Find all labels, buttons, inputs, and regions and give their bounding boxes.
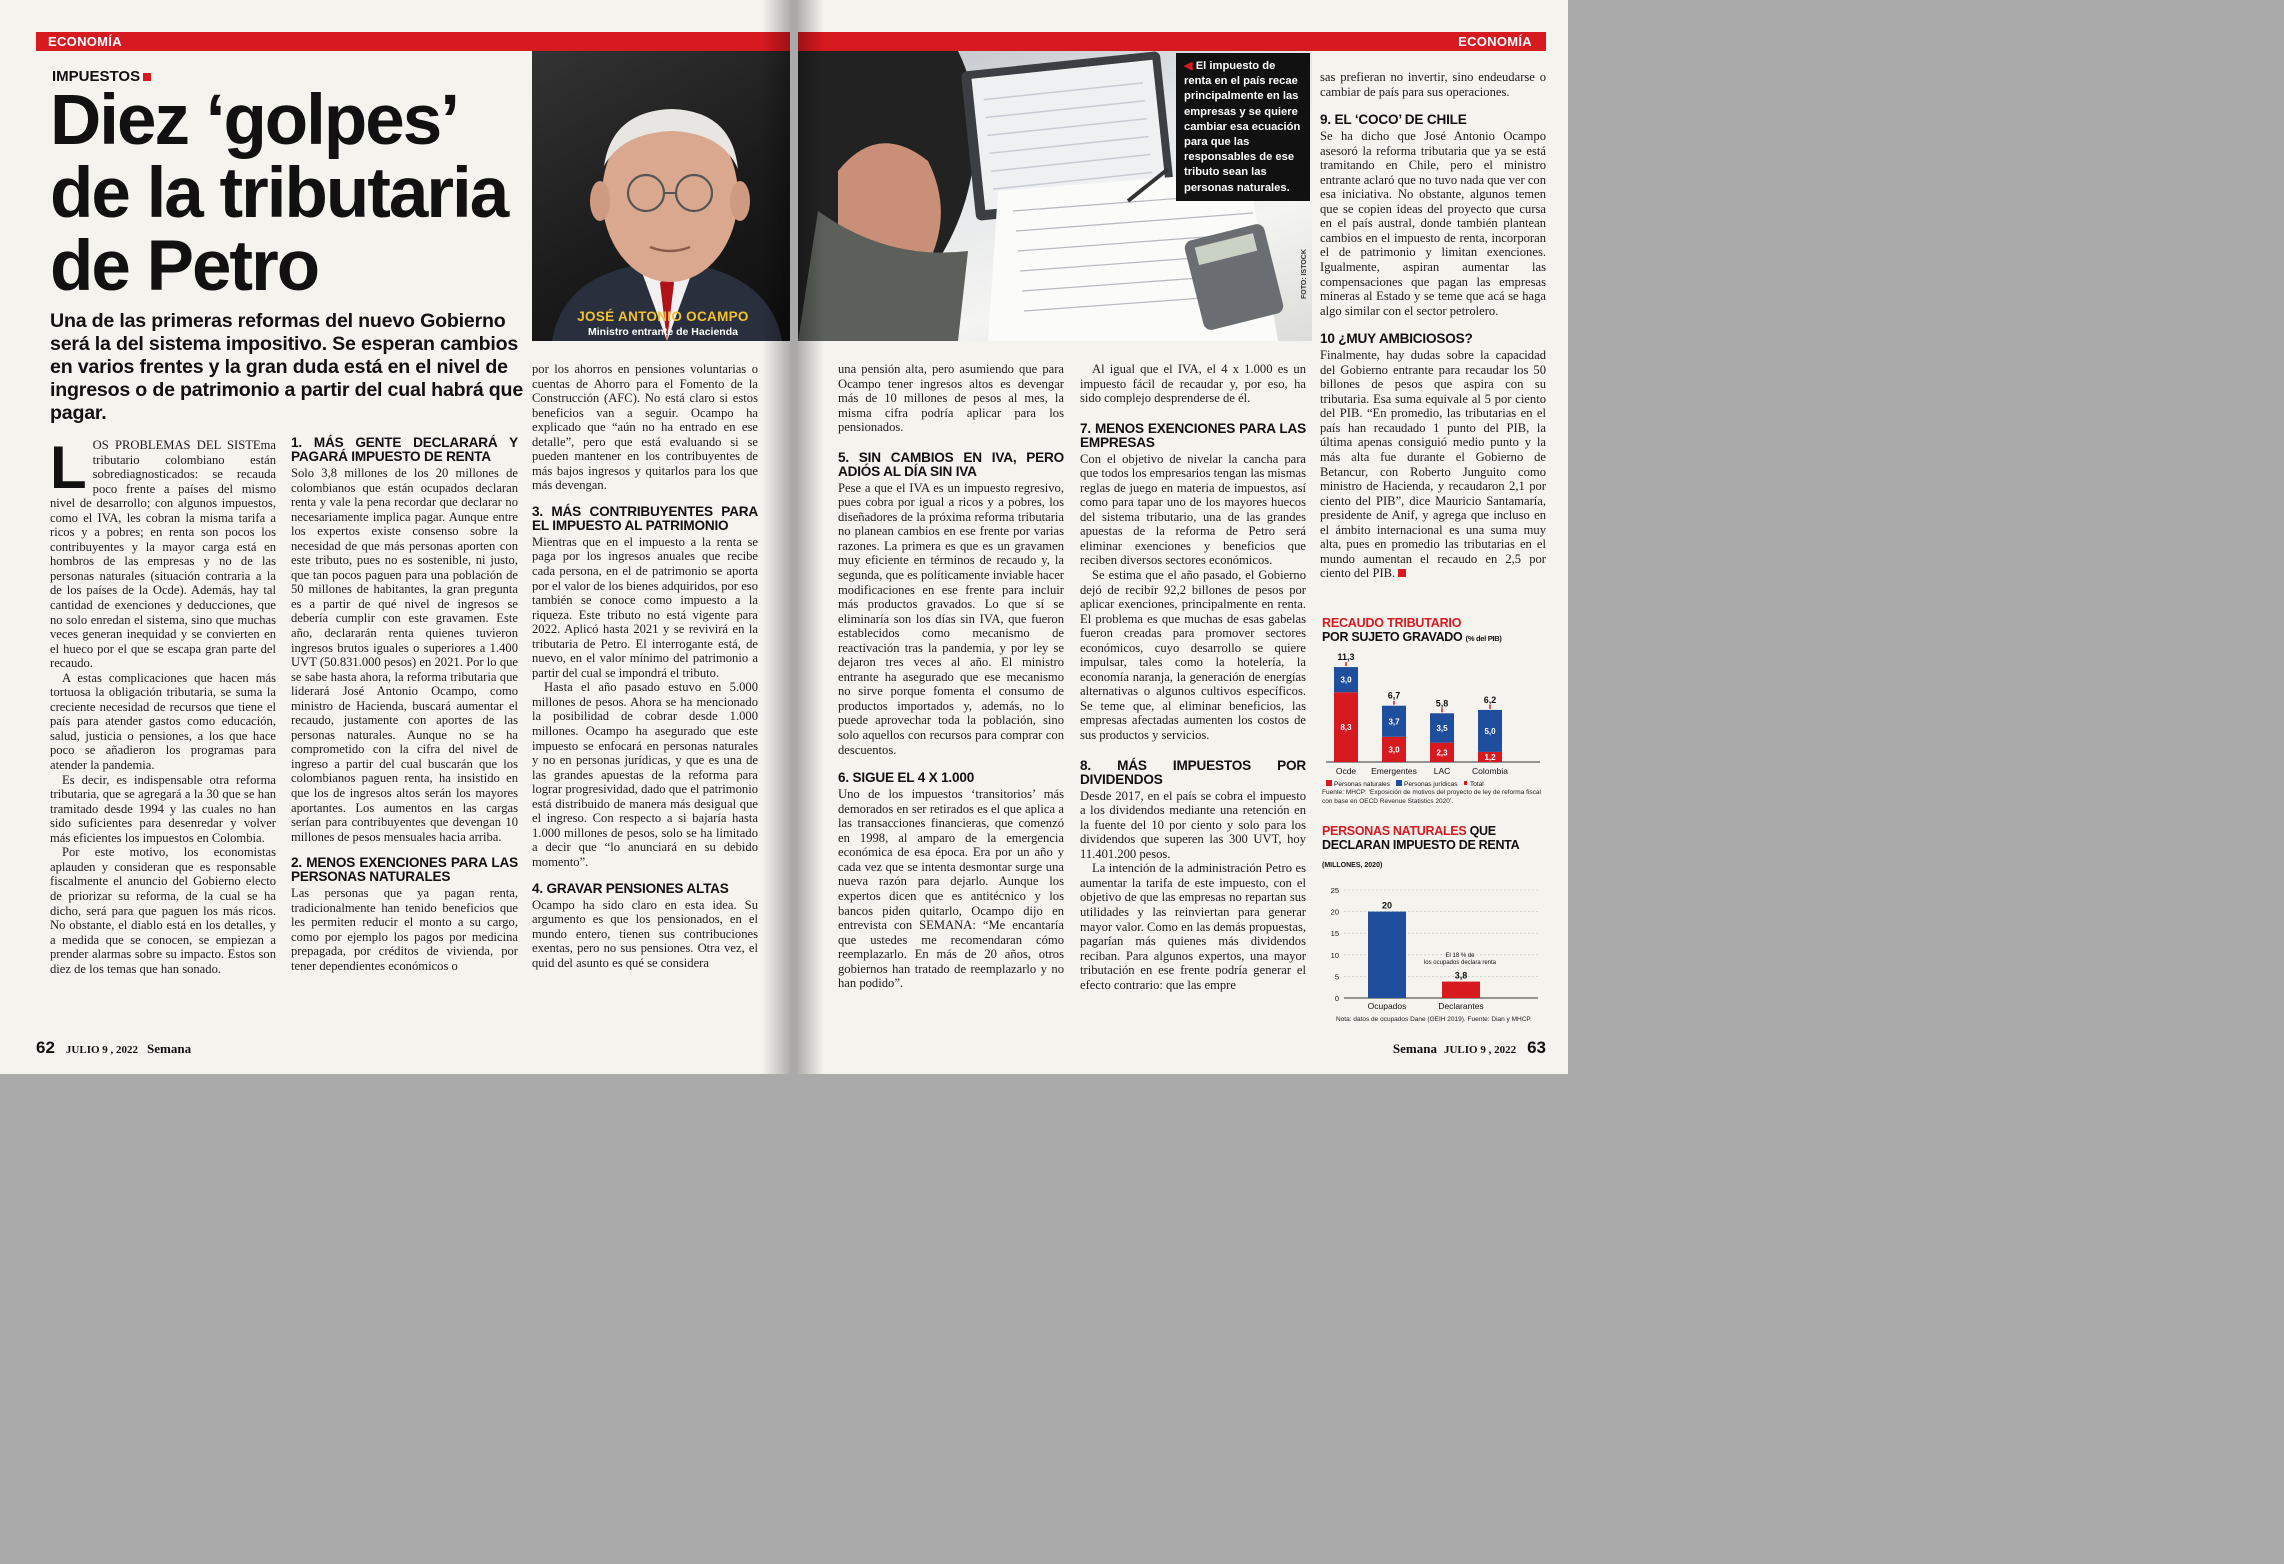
section-7-heading: 7. MENOS EXENCIONES PARA LAS EMPRESAS [1080, 420, 1306, 450]
section-9-text: Se ha dicho que José Antonio Ocampo asesoró la reforma tributaria que ya se está tramitando en Chile, pero el ministro entrante aclaró que no tuvo nada que ver con esa iniciativa. No obstante, algunos temen que se copien ideas del proyecto que cursa en el país austral, donde también plantean cambios en el impuesto de renta, incorporan el de patrimonio y limitan exenciones. Igualmente, aspiran aumentar las compensaciones que pagan las empresas mineras al Estado y se teme que acá se haga algo similar con el sector petrolero. [1320, 129, 1546, 318]
section-7-text-1: Con el objetivo de nivelar la cancha para que todos los empresarios tengan las mismas reglas de juego en materia de impuestos, así como para tapar uno de los mayores huecos del sistema tributario, una de las grandes apuestas de la reforma de Petro será eliminar exenciones y beneficios que reciben diversos sectores económicos. [1080, 451, 1306, 568]
section-3-text-1: Mientras que en el impuesto a la renta se paga por los ingresos anuales que recibe cada persona, en el de patrimonio se aporta por el valor de los bienes adquiridos, por eso también se conoce como impuesto a la riqueza. Este tributo no está vigente para 2022. Aplicó hasta 2021 y se revivirá en la tributaria de Petro. El interrogante está, de nuevo, en el valor mínimo del patrimonio a partir del cual se impondrá el tributo. [532, 534, 758, 680]
chart2-category-label: Declarantes [1438, 1001, 1484, 1011]
issue-date-right: JULIO 9 , 2022 [1443, 1044, 1517, 1056]
section-6-text-1: Uno de los impuestos ‘transitorios’ más demorados en ser retirados es el que aplica a las transacciones financieras, que comenzó en 1998, al amparo de la emergencia económica de esa época. Era por un año y cada vez que se intenta desmontar surge una nueva razón para dejarlo. Aunque los expertos dicen que es antitécnico y los bancos piden quitarlo, Ocampo dijo en entrevista con SEMANA: “Me encantaría que ustedes me recomendaran cómo reemplazarlo. En más de 20 años, otros gobiernos han tratado de reemplazarlo y no han podido”. [838, 787, 1064, 991]
page-number-right: 63 [1527, 1038, 1546, 1057]
headline-line-3: de Petro [50, 227, 319, 306]
chart2-title-black-2: DECLARAN IMPUESTO DE RENTA [1322, 838, 1520, 852]
section-1-text: Solo 3,8 millones de los 20 millones de colombianos que están ocupados declaran renta y vale la pena recordar que declarar no necesariamente implica pagar. Aunque entre los expertos existe consenso sobre la necesidad de que más personas aporten con este tributo, pues no es sostenible, ni justo, que tan pocos paguen para una población de 50 millones de habitantes, la gran pregunta es a partir de qué nivel de ingresos se debería cumplir con este gravamen. Este año, declararán renta quienes tuvieron ingresos brutos iguales o superiores a 1.400 UVT (50.831.000 pesos) en 2021. Por lo que se sabe hasta ahora, la reforma tributaria que liderará José Antonio Ocampo, como ministro de Hacienda, buscará aumentar el recaudo, justamente con aportes de las personas naturales. Aunque no se ha comprometido con la cifra del nivel de ingreso a partir del cual buscarán que los colombianos paguen renta, ha insistido en que los de ingresos altos serán los mayores aportantes. Los aumentos en las cargas serían para contribuyentes que devengan 10 millones de pesos mensuales hacia arriba. [291, 466, 518, 844]
chart2-ytick-label: 5 [1334, 972, 1339, 982]
section-3-text-2: Hasta el año pasado estuvo en 5.000 millones de pesos. Ahora se ha mencionado la posibilidad de cobrar desde 1.000 millones. Ocampo ha asegurado que este impuesto se enfocará en personas naturales y no en personas jurídicas, y que es una de las grandes apuestas de la reforma para lograr progresividad, dado que el patrimonio está distribuido de manera más desigual que el ingreso. Con respecto a si bajaría hasta 1.000 millones de pesos, solo se ha limitado a decir que “lo anunciará en su debido momento”. [532, 680, 758, 869]
section-8-text-1: Desde 2017, en el país se cobra el impuesto a los dividendos mediante una retención en la fuente del 10 por ciento y solo para los dividendos que superen las 300 UVT, hoy 11.401.200 pesos. [1080, 788, 1306, 861]
chart1-label-juridicas: 5,0 [1484, 726, 1496, 736]
section-2-text: Las personas que ya pagan renta, tradicionalmente han tenido beneficios que les permiten reducir el monto a su cargo, como por ejemplo los pagos por medicina prepagada, por créditos de vivienda, por tener dependientes económicos o [291, 886, 518, 973]
dropcap: L [50, 434, 87, 501]
end-mark-icon [1398, 569, 1406, 577]
red-square-icon [143, 73, 151, 81]
chart1-source: Fuente: MHCP: ‘Exposición de motivos del proyecto de ley de reforma fiscal con base en OECD Revenue Statistics 2020’. [1322, 789, 1541, 805]
photo-caption-text: El impuesto de renta en el país recae principalmente en las empresas y se quiere cambiar esa ecuación para que las responsables de ese tributo sean las personas naturales. [1184, 60, 1301, 194]
portrait-illustration [532, 51, 790, 341]
chart2-value-label: 3,8 [1454, 970, 1468, 981]
portrait-role: Ministro entrante de Hacienda [588, 326, 738, 338]
footer-right [1393, 1038, 1546, 1058]
tax-forms-photo [798, 51, 1312, 341]
gutter-shadow-right [798, 0, 824, 1074]
column-6 [1320, 70, 1546, 581]
intro-lead: OS PROBLEMAS DEL SISTE [92, 438, 261, 452]
chart2-ytick-label: 10 [1330, 950, 1339, 960]
chart1-label-naturales: 2,3 [1436, 748, 1448, 758]
chart2-ytick-label: 25 [1330, 886, 1339, 895]
chart1-legend-juridicas: Personas jurídicas [1404, 781, 1458, 788]
chart1-total-label: 6,7 [1387, 690, 1401, 701]
chart1-legend-total-swatch [1464, 781, 1467, 785]
chart2-ytick-label: 20 [1330, 907, 1339, 917]
chart1-total-label: 6,2 [1483, 694, 1497, 705]
chart2-ytick-label: 15 [1330, 929, 1339, 939]
section-6-text-2: Al igual que el IVA, el 4 x 1.000 es un impuesto fácil de recaudar y, por eso, ha sido complejo desprenderse de él. [1080, 362, 1306, 406]
chart1-legend-naturales: Personas naturales [1334, 781, 1391, 788]
chart2-category-label: Ocupados [1367, 1001, 1407, 1011]
footer-left [36, 1038, 191, 1058]
chart1-legend-juridicas-swatch [1396, 780, 1402, 786]
column-2 [291, 424, 518, 974]
column-3 [532, 362, 758, 970]
chart1-total-label: 5,8 [1435, 698, 1449, 709]
section-bar-left [36, 32, 790, 51]
chart1-label-naturales: 3,0 [1388, 745, 1400, 755]
chart2-svg [1322, 882, 1546, 1012]
intro-p2: A estas complicaciones que hacen más tortuosa la obligación tributaria, se suma la creciente necesidad de recursos que tiene el país para atender gastos como educación, salud, justicia o pensiones, a los que hace poco se añadieron los programas para atender la pandemia. [50, 670, 276, 773]
photo-credit: FOTO: ISTOCK [1301, 249, 1308, 299]
chart1-label-juridicas: 3,0 [1340, 675, 1352, 685]
intro-p1: ma tributario colombiano están sobrediagnosticados: se recauda poco frente a países del mismo nivel de desarrollo; con algunos impuestos, como el IVA, les cobran la misma tarifa a ricos y a pobres; en renta son pocos los contribuyentes y la mayor carga está en hombros de las empresas y no de las personas naturales (situación contraria a la de los países de la Ocde). Además, hay tal cantidad de exenciones y deducciones, que no solo enredan el sistema, sino que muchas veces generan inequidad y se convierten en el hueco por el que se escapa gran parte del recaudo. [50, 438, 276, 671]
chart1-category-label: Colombia [1472, 766, 1508, 776]
chart1-title-red: RECAUDO TRIBUTARIO [1322, 616, 1462, 630]
section-10-heading: 10 ¿MUY AMBICIOSOS? [1320, 331, 1473, 347]
chart1-category-label: Ocde [1335, 766, 1357, 776]
chart-declarantes [1322, 824, 1546, 1029]
chart2-title-red: PERSONAS NATURALES [1322, 824, 1467, 838]
page-number-left: 62 [36, 1038, 55, 1057]
section-bar-right [798, 32, 1546, 51]
section-1-heading: 1. MÁS GENTE DECLARARÁ Y PAGARÁ IMPUESTO DE RENTA [291, 435, 518, 464]
section-8-heading: 8. MÁS IMPUESTOS POR DIVIDENDOS [1080, 757, 1306, 787]
gutter-shadow-left [762, 0, 790, 1074]
photo-caption [1176, 53, 1310, 201]
section-5-text: Pese a que el IVA es un impuesto regresivo, pues cobra por igual a ricos y a pobres, los diseñadores de la próxima reforma tributaria no planean cambios en ese frente por varias razones. La primera es que es un gravamen muy eficiente en términos de recaudo y, la segunda, que es políticamente inviable hacer modificaciones en ese frente para incluir más productos gravados. Lo que sí se eliminaría son los días sin IVA, que fueron establecidos como mecanismo de reactivación tras la pandemia, y por ley se dejaron tres veces al año. El ministro entrante ha asegurado que ese mecanismo no sirve porque fomenta el consumo de productos importados y, además, no lo puede aprovechar toda la población, sino solo aquellos con recursos para comprar con descuentos. [838, 480, 1064, 757]
section-9-heading: 9. EL ‘COCO’ DE CHILE [1320, 112, 1467, 128]
chart1-label-juridicas: 3,7 [1388, 717, 1400, 727]
chart2-source: Nota: datos de ocupados Dane (GEIH 2019). Fuente: Dian y MHCP. [1336, 1016, 1532, 1023]
headline [50, 81, 540, 306]
section-10-text [1320, 348, 1546, 581]
chart2-bar [1368, 912, 1406, 998]
section-label-right: ECONOMÍA [1458, 34, 1532, 49]
brand-right: Semana [1392, 1041, 1437, 1056]
chart1-unit: (% del PIB) [1465, 634, 1502, 643]
deck: Una de las primeras reformas del nuevo Gobierno será la del sistema impositivo. Se esperan cambios en varios frentes y la gran duda está en el nivel de ingresos o de patrimonio a partir del cual habrá que pagar. [50, 310, 524, 424]
section-8-text-2: La intención de la administración Petro es aumentar la tarifa de este impuesto, con el objetivo de que las empresas no repartan sus utilidades y las reinviertan para generar mayor valor. Como en las demás propuestas, pagarían más quienes más dividendos reciban. Para algunos expertos, una mayor tributación en ese frente podría generar el efecto contrario: que las empre [1080, 861, 1306, 992]
section-3-heading: 3. MÁS CONTRIBUYENTES PARA EL IMPUESTO AL PATRIMONIO [532, 503, 758, 533]
chart2-unit: (MILLONES, 2020) [1322, 862, 1383, 869]
column-4 [838, 362, 1064, 991]
chart1-category-label: LAC [1433, 766, 1451, 776]
chart-recaudo [1322, 616, 1546, 816]
chart2-annotation-line-2: los ocupados declara renta [1423, 959, 1497, 966]
chart2-title-black-1: QUE [1469, 824, 1496, 838]
section-4-text: Ocampo ha sido claro en esta idea. Su argumento es que los pensionados, en el mundo entero, tienen sus contribuciones exentas, pero no sus pensiones. Otra vez, el quid del asunto es qué se considera [532, 897, 758, 970]
issue-date-left: JULIO 9 , 2022 [65, 1044, 139, 1056]
section-label-left: ECONOMÍA [48, 34, 122, 49]
left-page [0, 0, 790, 1074]
column-1 [50, 434, 276, 976]
chart1-label-juridicas: 3,5 [1436, 723, 1448, 733]
chart1-legend-total: Total [1470, 781, 1484, 788]
chart1-legend-naturales-swatch [1326, 780, 1332, 786]
section-4-heading: 4. GRAVAR PENSIONES ALTAS [532, 880, 729, 896]
section-6-heading: 6. SIGUE EL 4 X 1.000 [838, 770, 975, 786]
intro-p3: Es decir, es indispensable otra reforma tributaria, que se agregará a la 30 que se han tramitado desde 1994 y las cuales no han sido suficientes para desenredar y volver más eficientes los impuestos en Colombia. [50, 772, 276, 845]
section-10-text-body: Finalmente, hay dudas sobre la capacidad del Gobierno entrante para recaudar los 50 billones de pesos que aspira con su tributaria. Esa suma equivale al 5 por ciento del PIB. “En promedio, las tributarias en el país han recaudado 1 punto del PIB, la última apenas consiguió medio punto y la más alta fue durante el Gobierno de Betancur, con Roberto Junguito como ministro de Hacienda, y recaudaron 2,1 por ciento del PIB”, dice Mauricio Santamaría, presidente de Anif, y agrega que incluso en el ámbito internacional es una suma muy alta, pues en promedio las tributarias en el mundo aumentan el recaudo en 2,5 por ciento del PIB. [1320, 348, 1546, 581]
caption-arrow-icon: ◀ [1184, 60, 1196, 72]
headline-line-2: de la tributaria [50, 154, 508, 233]
chart2-value-label: 20 [1381, 900, 1393, 911]
brand-left: Semana [147, 1041, 192, 1056]
section-2-heading: 2. MENOS EXENCIONES PARA LAS PERSONAS NATURALES [291, 855, 518, 885]
kicker-text: IMPUESTOS [52, 68, 141, 85]
chart2-bar [1442, 982, 1480, 998]
section-8-text-cont: sas prefieran no invertir, sino endeudarse o cambiar de país para sus operaciones. [1320, 70, 1546, 99]
right-page [798, 0, 1568, 1074]
chart1-category-label: Emergentes [1371, 766, 1417, 776]
chart1-label-naturales: 8,3 [1340, 723, 1352, 733]
chart1-total-label: 11,3 [1337, 652, 1355, 663]
chart2-annotation-line-1: El 18 % de [1445, 952, 1475, 959]
section-5-heading: 5. SIN CAMBIOS EN IVA, PERO ADIÓS AL DÍA SIN IVA [838, 449, 1064, 479]
intro-p4: Por este motivo, los economistas aplauden y consideran que es responsable fiscalmente el anuncio del Gobierno electo de priorizar su reforma, de la cual se ha dicho, será para que paguen los más ricos. No obstante, el diablo está en los detalles, y a medida que se conocen, se empiezan a prender alarmas sobre su impacto. Estos son diez de los temas que han sonado. [50, 845, 276, 976]
section-2-text-cont: por los ahorros en pensiones voluntarias o cuentas de Ahorro para el Fomento de la Construcción (AFC). No está claro si estos beneficios van a seguir. Ocampo ha explicado que “aún no ha entrado en ese detalle”, pero que está evaluando si se pueden mantener en los contribuyentes de más bajos ingresos y quitarlos para los que más devengan. [532, 362, 758, 493]
column-5 [1080, 362, 1306, 992]
section-4-text-cont: una pensión alta, pero asumiendo que para Ocampo tener ingresos altos es devengar más de 10 millones de pesos al mes, la misma cifra podría aplicar para los pensionados. [838, 362, 1064, 435]
chart1-label-naturales: 1,2 [1484, 752, 1496, 762]
portrait-photo [532, 51, 790, 341]
chart2-ytick-label: 0 [1334, 994, 1339, 1003]
headline-line-1: Diez ‘golpes’ [50, 81, 458, 160]
section-7-text-2: Se estima que el año pasado, el Gobierno dejó de recibir 92,2 billones de pesos por aplicar exenciones, principalmente en renta. El problema es que muchas de esas gabelas fueron creadas para promover sectores económicos, cuyo desarrollo se quiere impulsar, tales como la hotelería, la economía naranja, la generación de energías alternativas o algunos cultivos específicos. Se teme que, al eliminar beneficios, las empresas afectadas aumenten los costos de sus productos y servicios. [1080, 568, 1306, 743]
portrait-name: JOSÉ ANTONIO OCAMPO [577, 309, 749, 324]
chart1-title-black: POR SUJETO GRAVADO [1322, 630, 1463, 644]
